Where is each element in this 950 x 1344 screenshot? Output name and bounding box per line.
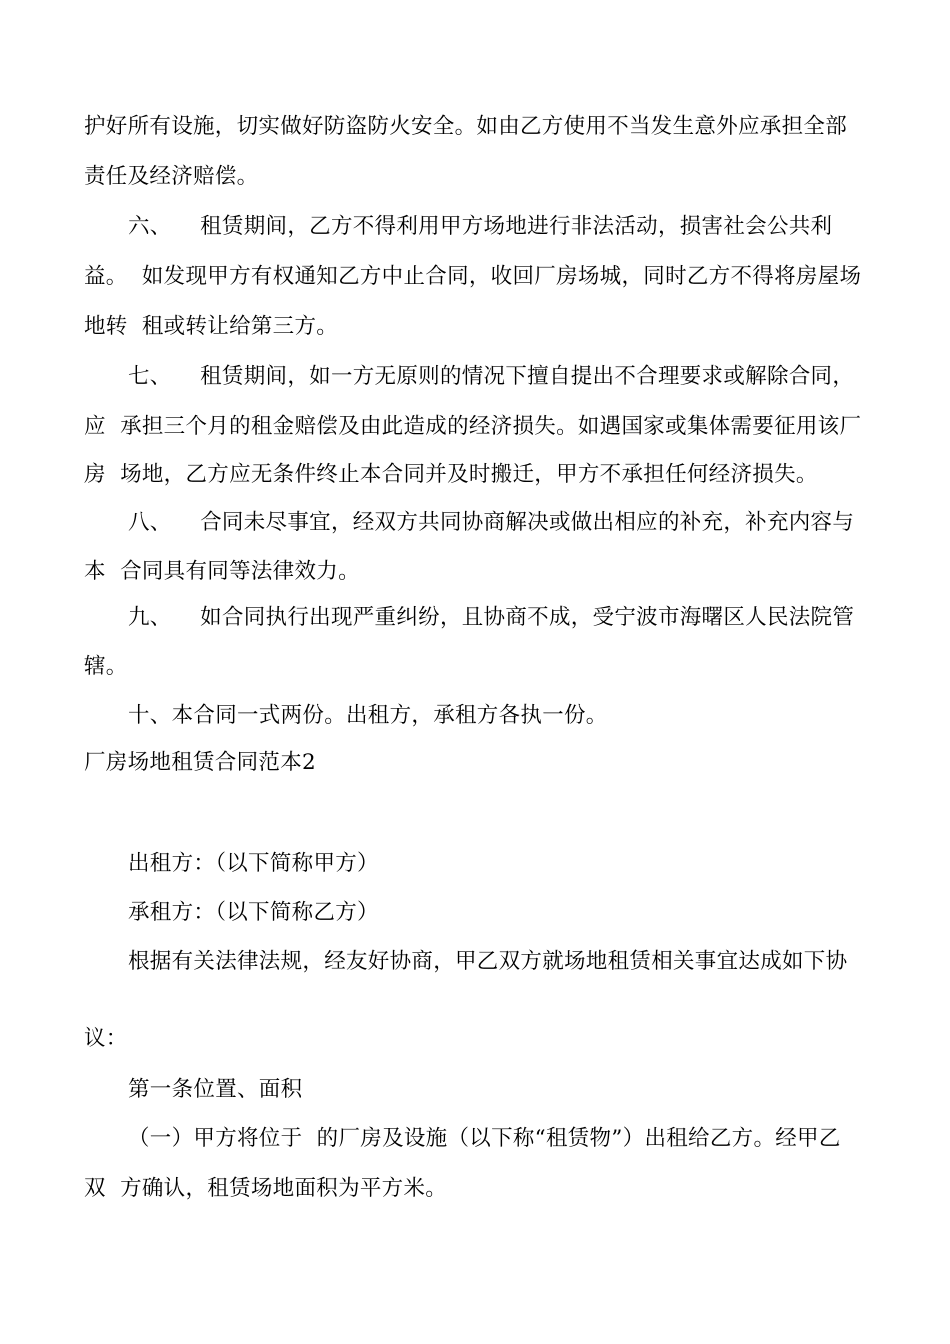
lessee-line: 承租方：（以下简称乙方）: [128, 900, 379, 925]
text-line: 议：: [84, 1026, 128, 1051]
text-line: 房 场地，乙方应无条件终止本合同并及时搬迁，甲方不承担任何经济损失。: [84, 462, 818, 487]
lessor-line: 出租方：（以下简称甲方）: [128, 851, 379, 876]
article-1-item-1: （一）甲方将位于 的厂房及设施（以下称“租赁物”）出租给乙方。经甲乙: [128, 1126, 841, 1151]
clause-7: 七、 租赁期间，如一方无原则的情况下擅自提出不合理要求或解除合同，: [128, 364, 855, 389]
text-line: 本 合同具有同等法律效力。: [84, 559, 360, 584]
text-line: 辖。: [84, 654, 128, 679]
clause-10: 十、本合同一式两份。出租方，承租方各执一份。: [128, 703, 608, 728]
article-1-heading: 第一条位置、面积: [128, 1077, 303, 1102]
text-line: 应 承担三个月的租金赔偿及由此造成的经济损失。如遇国家或集体需要征用该厂: [84, 414, 862, 439]
text-line: 责任及经济赔偿。: [84, 164, 259, 189]
text-line: 双 方确认，租赁场地面积为平方米。: [84, 1176, 448, 1201]
text-line: 地转 租或转让给第三方。: [84, 314, 339, 339]
clause-6: 六、 租赁期间，乙方不得利用甲方场地进行非法活动，损害社会公共利: [128, 214, 833, 239]
clause-8: 八、 合同未尽事宜，经双方共同协商解决或做出相应的补充，补充内容与: [128, 510, 855, 535]
section-title: 厂房场地租赁合同范本2: [84, 750, 316, 775]
text-line: 益。 如发现甲方有权通知乙方中止合同，收回厂房场城，同时乙方不得将房屋场: [84, 264, 862, 289]
clause-9: 九、 如合同执行出现严重纠纷，且协商不成，受宁波市海曙区人民法院管: [128, 605, 855, 630]
text-line: 护好所有设施，切实做好防盗防火安全。如由乙方使用不当发生意外应承担全部: [84, 114, 848, 139]
preamble-line: 根据有关法律法规，经友好协商，甲乙双方就场地租赁相关事宜达成如下协: [128, 949, 848, 974]
